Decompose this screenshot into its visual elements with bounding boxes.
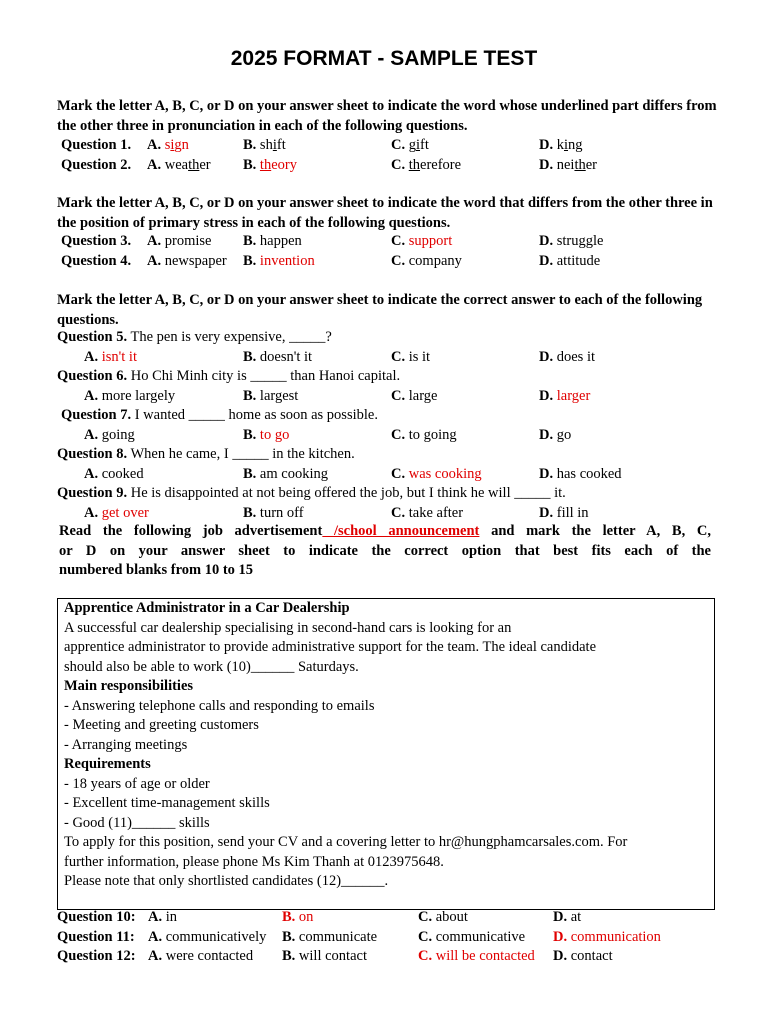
option-text-part: erefore	[420, 156, 462, 173]
option-letter: B.	[243, 426, 257, 443]
question-stem-row	[0, 367, 768, 387]
option-text-part: g	[408, 137, 416, 153]
job-advertisement-box	[57, 598, 715, 910]
option-letter: D.	[539, 426, 554, 443]
option-text: cooked	[101, 465, 144, 482]
option-letter: D.	[539, 137, 554, 153]
question-stem-row	[0, 445, 768, 465]
answer-option[interactable]	[147, 136, 189, 156]
section3-instruction: Mark the letter A, B, C, or D on your answer sheet to indicate the correct answer to each of the following questions.	[57, 292, 703, 328]
answer-option[interactable]	[243, 465, 328, 485]
option-text-part: ft	[276, 137, 286, 153]
answer-option[interactable]	[391, 232, 452, 252]
answer-option[interactable]	[391, 465, 482, 485]
option-text: contact	[570, 948, 613, 964]
underlined-part: i	[272, 137, 277, 153]
option-letter: D.	[539, 387, 554, 404]
option-letter: B.	[243, 233, 257, 249]
option-text: fill in	[556, 504, 589, 521]
option-text: large	[408, 387, 438, 404]
question-stem	[57, 367, 400, 387]
option-text: take after	[408, 504, 464, 521]
question-stem-row	[0, 328, 768, 348]
option-text: communicate	[298, 928, 378, 945]
option-text: more largely	[101, 387, 176, 404]
answer-option[interactable]	[391, 504, 463, 524]
question-row	[0, 426, 768, 446]
option-text: struggle	[556, 233, 604, 249]
answer-option[interactable]	[243, 232, 302, 252]
answer-option[interactable]	[243, 156, 297, 176]
option-letter: D.	[553, 909, 568, 925]
question-label: Question 1.	[61, 137, 132, 153]
requirement-item: - Excellent time-management skills	[64, 795, 270, 811]
section2-instruction: Mark the letter A, B, C, or D on your answer sheet to indicate the word that differs from the other three in the position of primary stress in each of the following questions.	[57, 195, 713, 231]
option-text: does it	[556, 348, 595, 365]
option-text-part: eory	[271, 156, 297, 173]
option-letter: D.	[553, 948, 568, 964]
option-text: going	[101, 426, 135, 443]
underlined-part: i	[563, 137, 569, 153]
answer-option[interactable]	[84, 465, 144, 485]
option-text	[260, 137, 286, 153]
answer-option[interactable]	[539, 465, 622, 485]
option-letter: B.	[282, 928, 296, 945]
option-text-part: er	[585, 156, 597, 173]
answer-option[interactable]	[243, 426, 289, 446]
requirement-item: - Good (11)______ skills	[64, 814, 210, 831]
answer-option[interactable]	[418, 947, 535, 967]
option-letter: A.	[148, 948, 163, 964]
underlined-part: th	[574, 156, 586, 173]
option-letter: C.	[391, 387, 406, 404]
answer-option[interactable]	[148, 947, 253, 967]
answer-option[interactable]	[84, 504, 149, 524]
option-letter: A.	[148, 909, 163, 925]
option-text: company	[408, 252, 462, 269]
question-label: Question 10:	[57, 909, 136, 925]
responsibility-item: - Arranging meetings	[64, 736, 188, 753]
question-stem	[57, 445, 355, 465]
option-text: attitude	[556, 252, 601, 269]
answer-option[interactable]	[539, 232, 603, 252]
question-stem	[57, 484, 566, 504]
option-letter: B.	[282, 909, 296, 925]
underlined-part: th	[259, 156, 272, 173]
section4-instruction-line3: numbered blanks from 10 to 15	[59, 562, 254, 578]
answer-option[interactable]	[84, 387, 175, 407]
answer-option[interactable]	[243, 504, 304, 524]
answer-option[interactable]	[553, 908, 581, 928]
underlined-part: th	[408, 156, 421, 173]
option-text-part: wea	[164, 156, 189, 173]
ad-heading: Apprentice Administrator in a Car Dealership	[64, 600, 350, 616]
option-letter: A.	[84, 348, 99, 365]
question-label: Question 4.	[61, 252, 132, 269]
option-letter: A.	[147, 156, 162, 173]
option-text-part: sh	[259, 137, 273, 153]
answer-option[interactable]	[391, 387, 437, 407]
school-announcement-link: /school announcement	[322, 523, 480, 539]
answer-option[interactable]	[148, 908, 177, 928]
underlined-part: i	[415, 137, 421, 153]
option-text-part: k	[556, 137, 564, 153]
option-letter: D.	[539, 465, 554, 482]
option-letter: D.	[539, 233, 554, 249]
option-text-part: ng	[568, 137, 583, 153]
option-text	[409, 157, 461, 173]
requirement-item: - 18 years of age or older	[64, 775, 210, 792]
option-text: communicatively	[165, 928, 267, 945]
option-letter: B.	[243, 504, 257, 521]
option-letter: A.	[147, 137, 162, 153]
answer-option[interactable]	[147, 252, 227, 272]
option-text: communicative	[435, 928, 526, 945]
option-text: at	[570, 909, 582, 925]
option-letter: B.	[243, 387, 257, 404]
question-row	[0, 156, 768, 176]
option-text: to go	[259, 426, 290, 443]
option-text: get over	[101, 504, 149, 521]
option-text: communication	[570, 928, 661, 945]
option-letter: C.	[391, 156, 406, 173]
option-letter: B.	[243, 348, 257, 365]
option-text-part: s	[164, 137, 171, 153]
option-letter: C.	[418, 928, 433, 945]
answer-option[interactable]	[539, 387, 590, 407]
option-text: to going	[408, 426, 457, 443]
apply-line: further information, please phone Ms Kim Thanh at 0123975648.	[64, 853, 444, 870]
question-label: Question 6.	[57, 368, 128, 384]
option-text: go	[556, 426, 572, 443]
answer-option[interactable]	[391, 136, 429, 156]
responsibility-item: - Meeting and greeting customers	[64, 717, 259, 733]
answer-option[interactable]	[539, 426, 571, 446]
answer-option[interactable]	[243, 348, 312, 368]
option-text: support	[408, 233, 453, 249]
question-row	[0, 232, 768, 252]
question-row	[0, 928, 768, 948]
option-text	[165, 137, 189, 153]
option-text: will be contacted	[435, 948, 535, 964]
option-text: is it	[408, 348, 431, 365]
answer-option[interactable]	[84, 348, 137, 368]
answer-option[interactable]	[553, 947, 613, 967]
question-text: I wanted _____ home as soon as possible.	[134, 407, 378, 423]
question-label: Question 3.	[61, 233, 132, 249]
option-letter: C.	[391, 137, 406, 153]
question-text: The pen is very expensive, _____?	[130, 329, 332, 345]
section4-instruction	[59, 522, 711, 581]
answer-option[interactable]	[147, 156, 211, 176]
option-letter: A.	[84, 465, 99, 482]
question-stem-row	[0, 406, 768, 426]
option-letter: C.	[391, 504, 406, 521]
question-label: Question 2.	[61, 156, 132, 173]
option-letter: A.	[147, 252, 162, 269]
answer-option[interactable]	[147, 232, 211, 252]
option-letter: A.	[84, 504, 99, 521]
ad-paragraph-line: should also be able to work (10)______ Saturdays.	[64, 658, 359, 675]
question-stem	[61, 406, 378, 426]
answer-option[interactable]	[282, 947, 367, 967]
option-letter: D.	[539, 348, 554, 365]
section4-instruction-line1: Read the following job advertisement /school announcement and mark the letter A, B, C,	[59, 523, 711, 539]
option-text-part: ft	[420, 137, 429, 153]
option-text: has cooked	[556, 465, 622, 482]
responsibilities-heading: Main responsibilities	[64, 678, 194, 694]
answer-option[interactable]	[243, 387, 298, 407]
underlined-part: th	[188, 156, 200, 173]
answer-option[interactable]	[84, 426, 135, 446]
option-letter: D.	[553, 928, 568, 945]
question-row	[0, 252, 768, 272]
answer-option[interactable]	[418, 908, 468, 928]
option-text-part: nei	[556, 156, 575, 173]
section1-instruction: Mark the letter A, B, C, or D on your answer sheet to indicate the word whose underlined part differs from the other three in pronunciation in each of the following questions.	[57, 98, 717, 134]
question-row	[0, 387, 768, 407]
option-text: larger	[556, 387, 591, 404]
question-label: Question 9.	[57, 485, 128, 501]
question-row	[0, 465, 768, 485]
option-letter: B.	[243, 137, 257, 153]
option-letter: A.	[148, 928, 163, 945]
answer-option[interactable]	[539, 136, 583, 156]
answer-option[interactable]	[391, 252, 462, 272]
apply-line: To apply for this position, send your CV and a covering letter to hr@hungphamcarsales.com. For	[64, 834, 628, 850]
option-letter: C.	[391, 233, 406, 249]
option-text-part: gn	[174, 137, 189, 153]
option-letter: C.	[418, 948, 433, 964]
option-text: were contacted	[165, 948, 254, 964]
answer-option[interactable]	[391, 348, 430, 368]
option-letter: C.	[391, 465, 406, 482]
option-text	[557, 157, 597, 173]
option-letter: C.	[391, 426, 406, 443]
underlined-part: i	[170, 137, 175, 153]
question-stem-row	[0, 484, 768, 504]
question-label: Question 7.	[61, 407, 132, 423]
question-label: Question 8.	[57, 446, 128, 462]
answer-option[interactable]	[391, 426, 457, 446]
section4-instruction-line2: or D on your answer sheet to indicate the correct option that best fits each of the	[59, 542, 711, 559]
option-letter: A.	[84, 426, 99, 443]
option-text: isn't it	[101, 348, 137, 365]
answer-option[interactable]	[243, 252, 315, 272]
question-text: When he came, I _____ in the kitchen.	[130, 446, 355, 462]
answer-option[interactable]	[539, 504, 589, 524]
answer-option[interactable]	[539, 348, 595, 368]
option-text: largest	[259, 387, 299, 404]
answer-option[interactable]	[282, 908, 313, 928]
ad-paragraph-line: apprentice administrator to provide administrative support for the team. The ideal candidate	[64, 639, 597, 655]
option-text: on	[298, 909, 314, 925]
option-text-part: er	[199, 156, 211, 173]
question-label: Question 12:	[57, 948, 136, 964]
question-row	[0, 947, 768, 967]
answer-option[interactable]	[418, 928, 525, 948]
option-letter: B.	[243, 156, 257, 173]
option-text: promise	[164, 233, 212, 249]
question-label: Question 5.	[57, 329, 128, 345]
option-text	[260, 157, 297, 173]
option-text: happen	[259, 233, 302, 249]
answer-option[interactable]	[539, 252, 600, 272]
option-letter: B.	[243, 465, 257, 482]
option-text: in	[165, 909, 178, 925]
option-text: invention	[259, 252, 315, 269]
question-stem	[57, 328, 332, 348]
option-text	[557, 137, 583, 153]
option-text: doesn't it	[259, 348, 313, 365]
answer-option[interactable]	[148, 928, 266, 948]
question-row	[0, 136, 768, 156]
option-text: newspaper	[164, 252, 227, 269]
option-text	[165, 157, 211, 173]
answer-option[interactable]	[391, 156, 461, 176]
question-row	[0, 504, 768, 524]
answer-option[interactable]	[539, 156, 597, 176]
question-text: He is disappointed at not being offered the job, but I think he will _____ it.	[130, 485, 566, 501]
question-row	[0, 348, 768, 368]
question-label: Question 11:	[57, 928, 135, 945]
option-letter: B.	[282, 948, 296, 964]
question-row	[0, 908, 768, 928]
option-text: am cooking	[259, 465, 328, 482]
answer-option[interactable]	[243, 136, 286, 156]
option-text: about	[435, 909, 468, 925]
option-letter: C.	[391, 348, 406, 365]
option-text: will contact	[298, 948, 367, 964]
question-text: Ho Chi Minh city is _____ than Hanoi capital.	[130, 368, 401, 384]
option-letter: A.	[84, 387, 99, 404]
apply-line: Please note that only shortlisted candidates (12)______.	[64, 873, 389, 889]
option-letter: B.	[243, 252, 257, 269]
option-letter: D.	[539, 252, 554, 269]
option-letter: A.	[147, 233, 162, 249]
option-letter: C.	[418, 909, 433, 925]
page-title: 2025 FORMAT - SAMPLE TEST	[230, 47, 538, 70]
option-letter: D.	[539, 504, 554, 521]
requirements-heading: Requirements	[64, 756, 151, 772]
option-letter: C.	[391, 252, 406, 269]
option-text	[409, 137, 429, 153]
ad-paragraph-line: A successful car dealership specialising in second-hand cars is looking for an	[64, 619, 512, 636]
option-text: turn off	[259, 504, 304, 521]
responsibility-item: - Answering telephone calls and responding to emails	[64, 697, 375, 714]
answer-option[interactable]	[282, 928, 377, 948]
option-letter: D.	[539, 156, 554, 173]
option-text: was cooking	[408, 465, 482, 482]
answer-option[interactable]	[553, 928, 661, 948]
